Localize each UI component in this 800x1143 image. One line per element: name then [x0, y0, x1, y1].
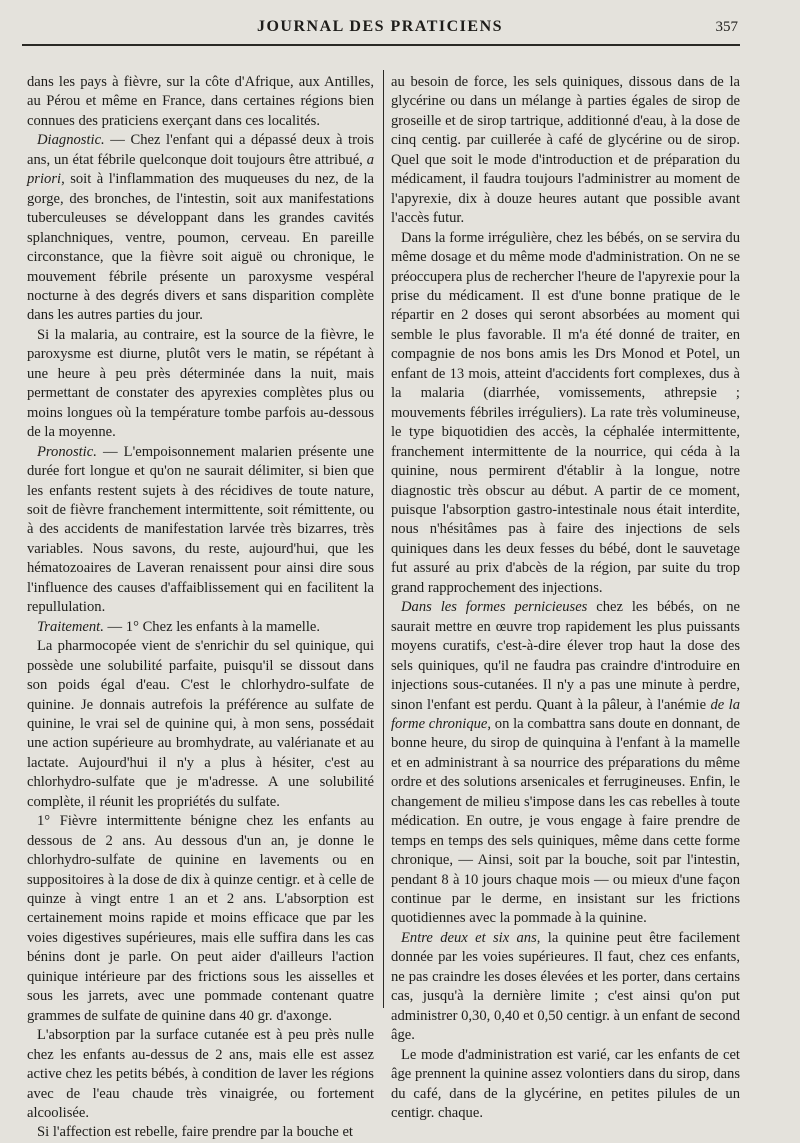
paragraph: Le mode d'administration est varié, car les enfants de cet âge prennent la quinine assez volontiers dans du sirop, dans du café, dans de la glycérine, en petites pilules de un centigr. chaque.: [391, 1046, 740, 1122]
right-column: [391, 73, 740, 1123]
italic-term: de la forme chronique: [391, 696, 741, 732]
column-divider: [383, 70, 384, 1008]
italic-heading-age: Entre deux et six ans: [401, 929, 537, 946]
page-header: [22, 18, 738, 40]
age-paragraph: [391, 929, 740, 1046]
paragraph-text: , soit à l'inflammation des muqueuses du nez, de la gorge, des bronches, de l'intestin, soit aux manifestations tuberculeuses se développant dans les grandes cavités splanchniques, ventre, poumon, cerveau. En pareille circonstance, que la fièvre soit aiguë ou chronique, le mouvement fébrile présente un paroxysme vespéral nocturne à des degrés divers et sans disparition complète dans les autres parties du jour.: [27, 171, 374, 324]
italic-term: a priori: [27, 151, 374, 188]
traitement-paragraph: [27, 618, 374, 637]
paragraph-text: chez les bébés, on ne saurait mettre en œuvre trop rapidement les plus puissants moyens curatifs, c'est-à-dire élever trop haut la dose des sels quiniques, qu'il ne faudra pas craindre d'introduire en injections sous-cutanées. Il n'y a pas une minute à perdre, sinon l'enfant est perdu. Quant à la pâleur, à l'anémie: [391, 599, 740, 713]
running-title: JOURNAL DES PRATICIENS: [256, 18, 504, 35]
header-rule: [22, 44, 740, 46]
italic-heading-pernicieuses: Dans les formes pernicieuses: [401, 599, 588, 616]
diagnostic-paragraph: [27, 131, 374, 326]
section-heading-pronostic: Pronostic.: [37, 443, 97, 460]
paragraph-text: — 1° Chez les enfants à la mamelle.: [103, 618, 321, 635]
paragraph-text: — Chez l'enfant qui a dépassé deux à trois ans, un état fébrile quelconque doit toujours être attribué,: [27, 132, 374, 168]
pernicieuses-paragraph: [391, 598, 740, 929]
paragraph: au besoin de force, les sels quiniques, dissous dans de la glycérine ou dans un mélange à parties égales de sirop de groseille et de sirop tartrique, additionné d'eau, à la dose de cinq centig. par cuillerée à café de glycérine ou de sirop. Quel que soit le mode d'introduction et de préparation du médicament, il faudra toujours l'administrer au moment de l'apyrexie, dix à douze heures autant que possible avant l'accès futur.: [391, 74, 740, 227]
paragraph-text: — L'empoisonnement malarien présente une durée fort longue et qu'on ne saurait délimiter, si bien que les enfants restent sujets à des récidives de toute nature, soit de fièvre franchement intermittente, soit rémittente, ou à des accidents de manifestation larvée très bizarres, très variables. Nous savons, du reste, aujourd'hui, que les hématozoaires de Laveran renaissent pour ainsi dire sous l'influence des causes d'affaiblissement qui en facilitent la repullulation.: [27, 443, 374, 616]
paragraph: dans les pays à fièvre, sur la côte d'Afrique, aux Antilles, au Pérou et même en France, dans certaines régions bien connues des praticiens exerçant dans ces localités.: [27, 74, 374, 129]
paragraph: Dans la forme irrégulière, chez les bébés, on se servira du même dosage et du même mode d'administration. On ne se préoccupera plus de rechercher l'heure de l'apyrexie pour la prise du médicament. Il est d'une bonne pratique de le répartir en 2 doses qui seront absorbées au moment qui semble le plus favorable. Il m'a été donné de traiter, en compagnie de nos bons amis les Drs Monod et Potel, un enfant de 13 mois, atteint d'accidents fort complexes, dus à la malaria (diarrhée, vomissements, athrepsie ; mouvements fébriles irréguliers). La rate très volumineuse, le type biquotidien des accès, la céphalée intermittente, franchement intermittente de la nourrice, qui céda à la quinine, nous permirent d'établir à la longue, notre diagnostic très obscur au début. A partir de ce moment, puisque l'absorption gastro-intestinale nous était interdite, nous n'hésitâmes pas à faire des injections de sels quiniques dans les deux fesses du bébé, dont le sauvetage fut assuré au prix d'abcès de la région, par suite du trop grand rapprochement des injections.: [391, 229, 740, 596]
paragraph: Si l'affection est rebelle, faire prendre par la bouche et: [37, 1124, 353, 1141]
left-column: [27, 73, 374, 1143]
paragraph: L'absorption par la surface cutanée est à peu près nulle chez les enfants au-dessus de 2 ans, mais elle est assez active chez les petits bébés, à condition de laver les régions avec de l'eau chaude très vinaigrée, ou fortement alcoolisée.: [27, 1027, 374, 1122]
paragraph-text: , la quinine peut être facilement donnée par les voies supérieures. Il faut, chez ces enfants, ne pas craindre les doses élevées et les porter, dans certains cas, jusqu'à la dernière limite ; c'est ainsi qu'on put administrer 0,30, 0,40 et 0,50 centigr. à un enfant de second âge.: [391, 929, 740, 1044]
section-heading-diagnostic: Diagnostic.: [37, 132, 105, 149]
page-number: 357: [715, 19, 738, 35]
pronostic-paragraph: [27, 443, 374, 618]
paragraph-text: , on la combattra sans doute en donnant, de bonne heure, du sirop de quinquina à l'enfant à la mamelle et en administrant à sa nourrice des préparations du même ordre et des solutions arsenicales et ferrugineuses. Enfin, le changement de milieu s'impose dans les cas rebelles à toute médication. En outre, je vous engage à faire prendre de temps en temps des sels quiniques, même dans cette forme chronique, — Ainsi, soit par la bouche, soit par l'intestin, pendant 8 à 10 jours chaque mois — ou mieux d'une façon continue par le derme, en insistant sur les frictions quotidiennes avec la pommade à la quinine.: [391, 715, 741, 927]
paragraph: 1° Fièvre intermittente bénigne chez les enfants au dessous de 2 ans. Au dessous d'un an, je donne le chlorhydro-sulfate de quinine en lavements ou en suppositoires à la dose de dix à quinze centigr. et à celle de quinze à vingt entre 1 an et 2 ans. L'absorption est certainement moins rapide et moins efficace que par les voies digestives supérieures, mais elle suffira dans les cas bénins dont je parle. On peut aider d'ailleurs l'action quinique intérieure par des frictions sous les aisselles et sous les jarrets, avec une pommade contenant quatre grammes de sulfate de quinine dans 40 gr. d'axonge.: [27, 813, 374, 1024]
paragraph: Si la malaria, au contraire, est la source de la fièvre, le paroxysme est diurne, plutôt vers le matin, se répétant à une heure à peu près déterminée dans la nuit, mais permettant de constater des apyrexies complètes plus ou moins longues où la température tombe parfois au-dessous de la moyenne.: [27, 326, 374, 441]
section-heading-traitement: Traitement.: [37, 618, 104, 635]
paragraph: La pharmocopée vient de s'enrichir du sel quinique, qui possède une solubilité parfaite, puisqu'il se dissout dans son poids égal d'eau. C'est le chlorhydro-sulfate de quinine. Je donnais autrefois la préférence au sulfate de quinine, le vrai sel de quinine qui, à mon sens, possédait une action supérieure au bromhydrate, au valérianate et au lactate. Aujourd'hui il n'y a plus à hésiter, c'est au chlorhydro-sulfate que je m'adresse. A une solubilité complète, il réunit les propriétés du sulfate.: [27, 638, 374, 810]
